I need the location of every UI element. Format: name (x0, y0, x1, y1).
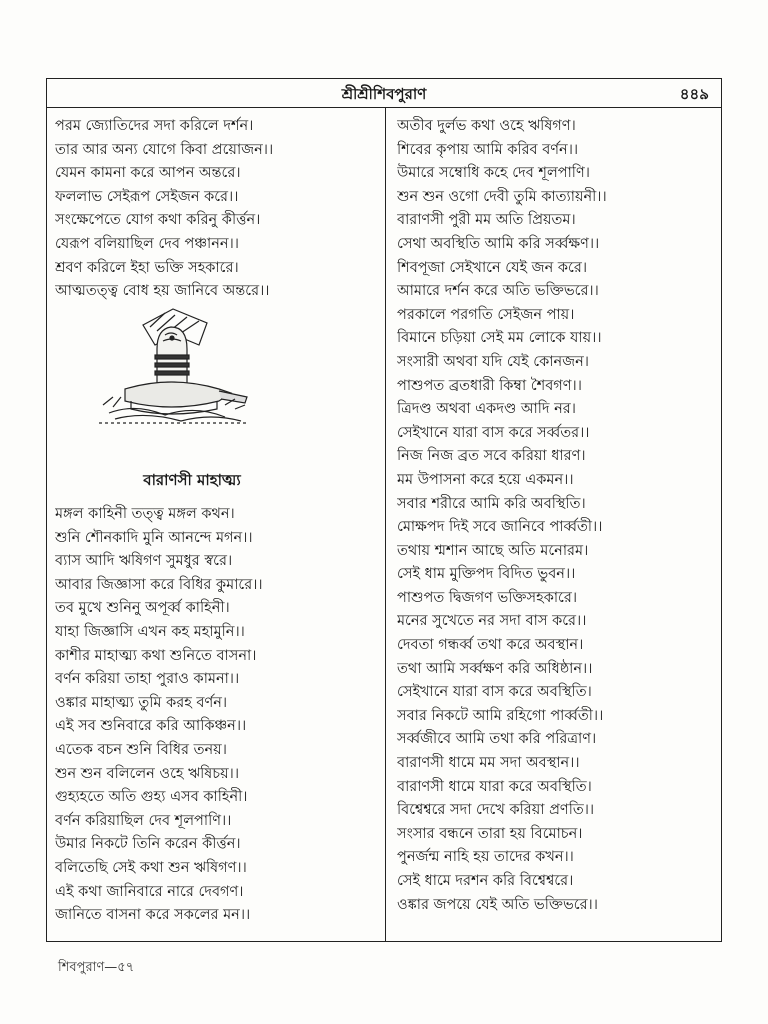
verse-line: সেইখানে যারা বাস করে অবস্থিতি। (397, 684, 592, 701)
verse-line: বিমানে চড়িয়া সেই মম লোকে যায়।। (397, 330, 602, 347)
verse-line: মঙ্গল কাহিনী তত্ত্ব মঙ্গল কথন। (55, 506, 235, 522)
verse-line: আত্মতত্ত্ব বোধ হয় জানিবে অন্তরে।। (55, 283, 270, 300)
verse-line: মোক্ষপদ দিই সবে জানিবে পাৰ্ব্বতী।। (397, 519, 603, 536)
page-number: ৪৪৯ (679, 85, 709, 103)
verse-line: তার আর অন্য যোগে কিবা প্রয়োজন।। (55, 141, 274, 158)
column-divider (385, 107, 386, 941)
verse-line: মনের সুখেতে নর সদা বাস করে।। (397, 613, 587, 630)
page-frame (46, 78, 722, 942)
verse-line: বিশ্বেশ্বরে সদা দেখে করিয়া প্রণতি।। (397, 802, 595, 819)
left-column-verses-top (55, 115, 377, 304)
verse-line: সেইখানে যারা বাস করে সর্ব্বতর।। (397, 424, 590, 441)
verse-line: তব মুখে শুনিনু অপূৰ্ব্ব কাহিনী। (55, 600, 230, 617)
verse-line: তথা আমি সর্ব্বক্ষণ করি অধিষ্ঠান।। (397, 660, 593, 677)
verse-line: যেরূপ বলিয়াছিল দেব পঞ্চানন।। (55, 235, 239, 252)
right-column-verses (397, 115, 717, 917)
page-footer: শিবপুরাণ—৫৭ (58, 960, 135, 975)
verse-line: আমারে দর্শন করে অতি ভক্তিভরে।। (397, 283, 599, 300)
verse-line: এই সব শুনিবারে করি আকিঞ্চন।। (55, 718, 247, 735)
verse-line: সেই ধামে দরশন করি বিশ্বেশ্বরে। (397, 873, 574, 889)
verse-line: উমারে সম্বোধি কহে দেব শূলপাণি। (397, 165, 590, 182)
verse-line: সংসার বন্ধনে তারা হয় বিমোচন। (397, 825, 583, 842)
verse-line: জানিতে বাসনা করে সকলের মন।। (55, 907, 251, 924)
page-header (47, 79, 721, 108)
verse-line: মম উপাসনা করে হয়ে একমন।। (397, 471, 574, 488)
verse-line: সবার নিকটে আমি রহিগো পাৰ্ব্বতী।। (397, 707, 604, 724)
verse-line: আবার জিজ্ঞাসা করে বিধির কুমারে।। (55, 576, 263, 593)
verse-line: এই কথা জানিবারে নারে দেবগণ। (55, 883, 244, 900)
verse-line: সংক্ষেপেতে যোগ কথা করিনু কীৰ্ত্তন। (55, 212, 261, 229)
left-column-verses-bottom (55, 503, 377, 928)
section-heading: বারাণসী মাহাত্ম্য (143, 471, 241, 489)
verse-line: পুনর্জন্ম নাহি হয় তাদের কখন।। (397, 849, 574, 866)
verse-line: শুন শুন বলিলেন ওহে ঋষিচয়।। (55, 765, 240, 782)
verse-line: সংসারী অথবা যদি যেই কোনজন। (397, 353, 589, 370)
verse-line: সেথা অবস্থিতি আমি করি সর্ব্বক্ষণ।। (397, 235, 600, 252)
running-title: শ্রীশ্রীশিবপুরাণ (341, 85, 427, 103)
verse-line: পরকালে পরগতি সেইজন পায়। (397, 306, 575, 323)
verse-line: বর্ণন করিয়া তাহা পুরাও কামনা।। (55, 671, 240, 688)
shiva-lingam-icon (95, 305, 255, 427)
verse-line: যাহা জিজ্ঞাসি এখন কহ মহামুনি।। (55, 623, 245, 640)
verse-line: বারাণসী পুরী মম অতি প্রিয়তম। (397, 212, 576, 229)
verse-line: ব্যাস আদি ঋষিগণ সুমধুর স্বরে। (55, 553, 233, 570)
verse-line: দেবতা গন্ধর্ব্ব তথা করে অবস্থান। (397, 637, 584, 654)
verse-line: শিবপূজা সেইখানে যেই জন করে। (397, 259, 588, 276)
verse-line: বারাণসী ধামে যারা করে অবস্থিতি। (397, 778, 592, 795)
verse-line: ওঙ্কার জপয়ে যেই অতি ভক্তিভরে।। (397, 896, 598, 913)
verse-line: সৰ্ব্বজীবে আমি তথা করি পরিত্রাণ। (397, 731, 597, 748)
verse-line: পাশুপত ব্রতধারী কিম্বা শৈবগণ।। (397, 377, 582, 394)
verse-line: শিবের কৃপায় আমি করিব বর্ণন।। (397, 141, 579, 158)
verse-line: নিজ নিজ ব্রত সবে করিয়া ধারণ। (397, 448, 586, 465)
verse-line: বর্ণন করিয়াছিল দেব শূলপাণি।। (55, 812, 232, 829)
verse-line: গুহ্যহতে অতি গুহ্য এসব কাহিনী। (55, 789, 248, 806)
verse-line: শুনি শৌনকাদি মুনি আনন্দে মগন।। (55, 529, 253, 546)
verse-line: সেই ধাম মুক্তিপদ বিদিত ভুবন।। (397, 566, 576, 583)
verse-line: যেমন কামনা করে আপন অন্তরে। (55, 165, 241, 182)
verse-line: উমার নিকটে তিনি করেন কীৰ্ত্তন। (55, 836, 241, 853)
verse-line: পরম জ্যোতিদের সদা করিলে দর্শন। (55, 118, 254, 134)
verse-line: শুন শুন ওগো দেবী তুমি কাত্যায়নী।। (397, 188, 607, 205)
verse-line: সবার শরীরে আমি করি অবস্থিতি। (397, 495, 586, 512)
verse-line: শ্রবণ করিলে ইহা ভক্তি সহকারে। (55, 259, 239, 276)
verse-line: বলিতেছি সেই কথা শুন ঋষিগণ।। (55, 859, 247, 876)
verse-line: তথায় শ্মশান আছে অতি মনোরম। (397, 542, 589, 559)
verse-line: বারাণসী ধামে মম সদা অবস্থান।। (397, 755, 580, 772)
verse-line: এতেক বচন শুনি বিধির তনয়। (55, 741, 227, 758)
verse-line: ফললাভ সেইরূপ সেইজন করে।। (55, 188, 239, 205)
verse-line: পাশুপত দ্বিজগণ ভক্তিসহকারে। (397, 589, 578, 606)
verse-line: কাশীর মাহাত্ম্য কথা শুনিতে বাসনা। (55, 647, 257, 664)
verse-line: অতীব দুর্লভ কথা ওহে ঋষিগণ। (397, 118, 576, 134)
verse-line: ওঙ্কার মাহাত্ম্য তুমি করহ বর্ণন। (55, 694, 228, 711)
verse-line: ত্রিদণ্ড অথবা একদণ্ড আদি নর। (397, 401, 576, 418)
